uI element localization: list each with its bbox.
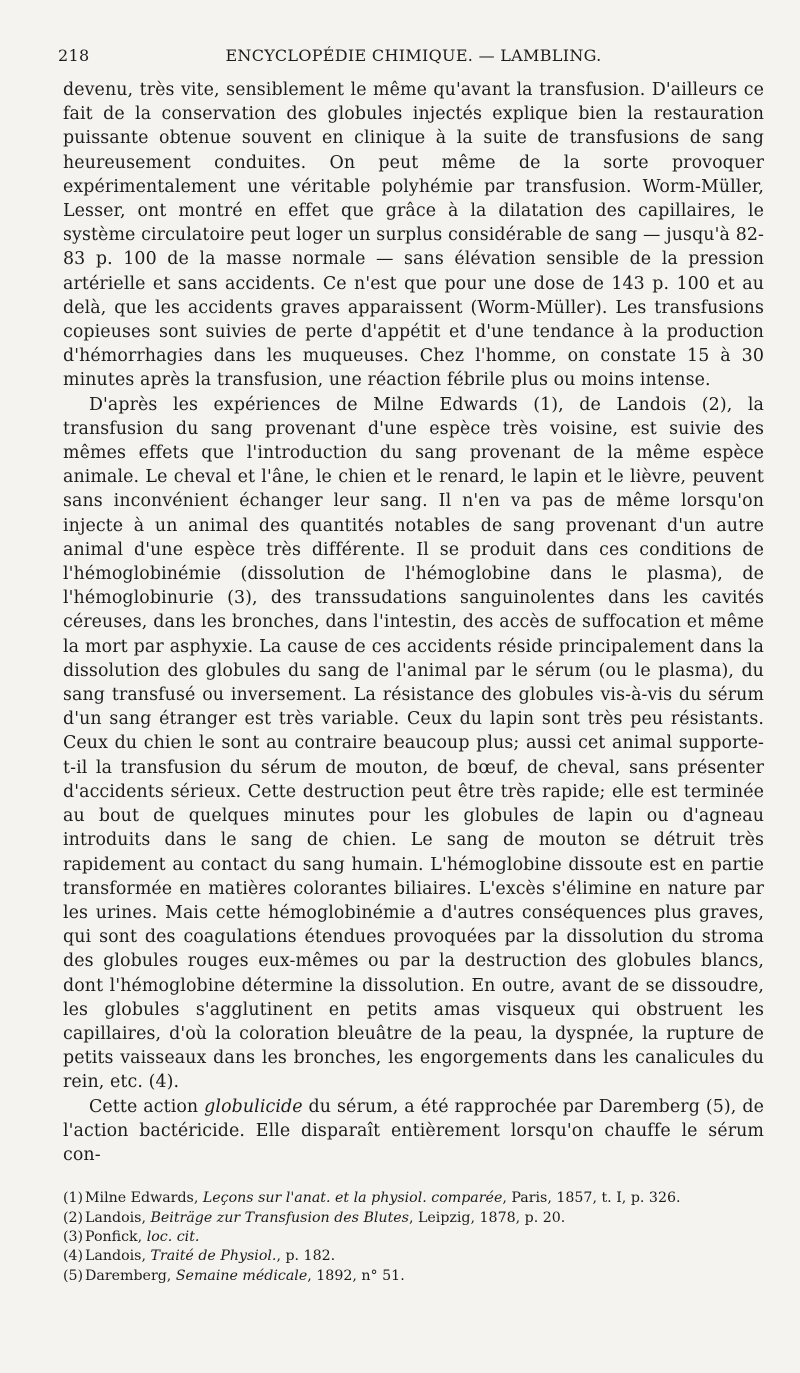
footnote-number: (5)	[63, 1267, 84, 1284]
footnote-title: loc. cit.	[146, 1228, 200, 1245]
footnote-number: (4)	[63, 1248, 84, 1265]
footnote-details: , p. 182.	[276, 1248, 336, 1265]
footnote-details: , Leipzig, 1878, p. 20.	[408, 1209, 566, 1226]
footnote-details: , Paris, 1857, t. I, p. 326.	[502, 1190, 681, 1207]
footnote-number: (1)	[63, 1190, 84, 1207]
paragraph-2: D'après les expériences de Milne Edwards (1), de Landois (2), la transfusion du sang provenant d'une espèce très voisine, est suivie des mêmes effets que l'introduction du sang provenant de la même espèce animale. Le cheval et l'âne, le chien et le renard, le lapin et le lièvre, peuvent sans inconvénient échanger leur sang. Il n'en va pas de même lorsqu'on injecte à un animal des quantités notables de sang provenant d'un autre animal d'une espèce très différente. Il se produit dans ces conditions de l'hémoglobinémie (dissolution de l'hémoglobine dans le plasma), de l'hémoglobinurie (3), des transsudations sanguinolentes dans les cavités céreuses, dans les bronches, dans l'intestin, des accès de suffocation et même la mort par asphyxie. La cause de ces accidents réside principalement dans la dissolution des globules du sang de l'animal par le sérum (ou le plasma), du sang transfusé ou inversement. La résistance des globules vis-à-vis du sérum d'un sang étranger est très variable. Ceux du lapin sont très peu résistants. Ceux du chien le sont au contraire beaucoup plus; aussi cet animal supporte-t-il la transfusion du sérum de mouton, de bœuf, de cheval, sans présenter d'accidents sérieux. Cette destruction peut être très rapide; elle est terminée au bout de quelques minutes pour les globules de lapin ou d'agneau introduits dans le sang de chien. Le sang de mouton se détruit très rapidement au contact du sang humain. L'hémoglobine dissoute est en partie transformée en matières colorantes biliaires. L'excès s'élimine en nature par les urines. Mais cette hémoglobinémie a d'autres conséquences plus graves, qui sont des coagulations étendues provoquées par la dissolution du stroma des globules rouges eux-mêmes ou par la destruction des globules blancs, dont l'hémoglobine détermine la dissolution. En outre, avant de se dissoudre, les globules s'agglutinent en petits amas visqueux qui obstruent les capillaires, d'où la coloration bleuâtre de la peau, la dyspnée, la rupture de petits vaisseaux dans les bronches, les engorgements dans les canalicules du rein, etc. (4).	[63, 394, 764, 1093]
footnote-author: Daremberg,	[85, 1267, 176, 1284]
footnote-2	[63, 1209, 764, 1228]
footnote-author: Milne Edwards,	[85, 1190, 203, 1207]
footnotes	[63, 1189, 764, 1286]
paragraph-3-rest: du sérum, a été rapprochée par Daremberg (5), de l'action bactéricide. Elle disparaît entièrement lorsqu'on chauffe le sérum con-	[63, 1096, 764, 1165]
footnote-3	[63, 1228, 764, 1247]
paragraph-1: devenu, très vite, sensiblement le même qu'avant la transfusion. D'ailleurs ce fait de la conservation des globules injectés explique bien la restauration puissante obtenue souvent en clinique à la suite de transfusions de sang heureusement conduites. On peut même de la sorte provoquer expérimentalement une véritable polyhémie par transfusion. Worm-Müller, Lesser, ont montré en effet que grâce à la dilatation des capillaires, le système circulatoire peut loger un surplus considérable de sang — jusqu'à 82-83 p. 100 de la masse normale — sans élévation sensible de la pression artérielle et sans accidents. Ce n'est que pour une dose de 143 p. 100 et au delà, que les accidents graves apparaissent (Worm-Müller). Les transfusions copieuses sont suivies de perte d'appétit et d'une tendance à la production d'hémorrhagies dans les muqueuses. Chez l'homme, on constate 15 à 30 minutes après la transfusion, une réaction fébrile plus ou moins intense.	[63, 80, 764, 391]
paragraph-3-start: Cette action	[89, 1096, 205, 1117]
footnote-title: Beiträge zur Transfusion des Blutes	[150, 1209, 409, 1226]
footnote-details: , 1892, n° 51.	[307, 1267, 405, 1284]
page-header	[58, 40, 764, 76]
paragraph-3-italic-term: globulicide	[204, 1096, 303, 1117]
footnote-title: Leçons sur l'anat. et la physiol. comparée	[202, 1190, 503, 1207]
footnote-number: (2)	[63, 1209, 84, 1226]
footnote-5	[63, 1267, 764, 1286]
footnote-author: Ponfick,	[85, 1228, 147, 1245]
footnote-title: Semaine médicale	[175, 1267, 308, 1284]
main-text	[63, 78, 764, 1167]
footnote-4	[63, 1247, 764, 1266]
footnote-number: (3)	[63, 1228, 84, 1245]
footnote-author: Landois,	[85, 1248, 151, 1265]
footnote-author: Landois,	[85, 1209, 151, 1226]
footnote-1	[63, 1189, 764, 1208]
footnote-title: Traité de Physiol.	[150, 1248, 277, 1265]
running-title: ENCYCLOPÉDIE CHIMIQUE. — LAMBLING.	[225, 46, 602, 65]
paragraph-3	[63, 1095, 764, 1168]
page-number: 218	[58, 46, 90, 65]
